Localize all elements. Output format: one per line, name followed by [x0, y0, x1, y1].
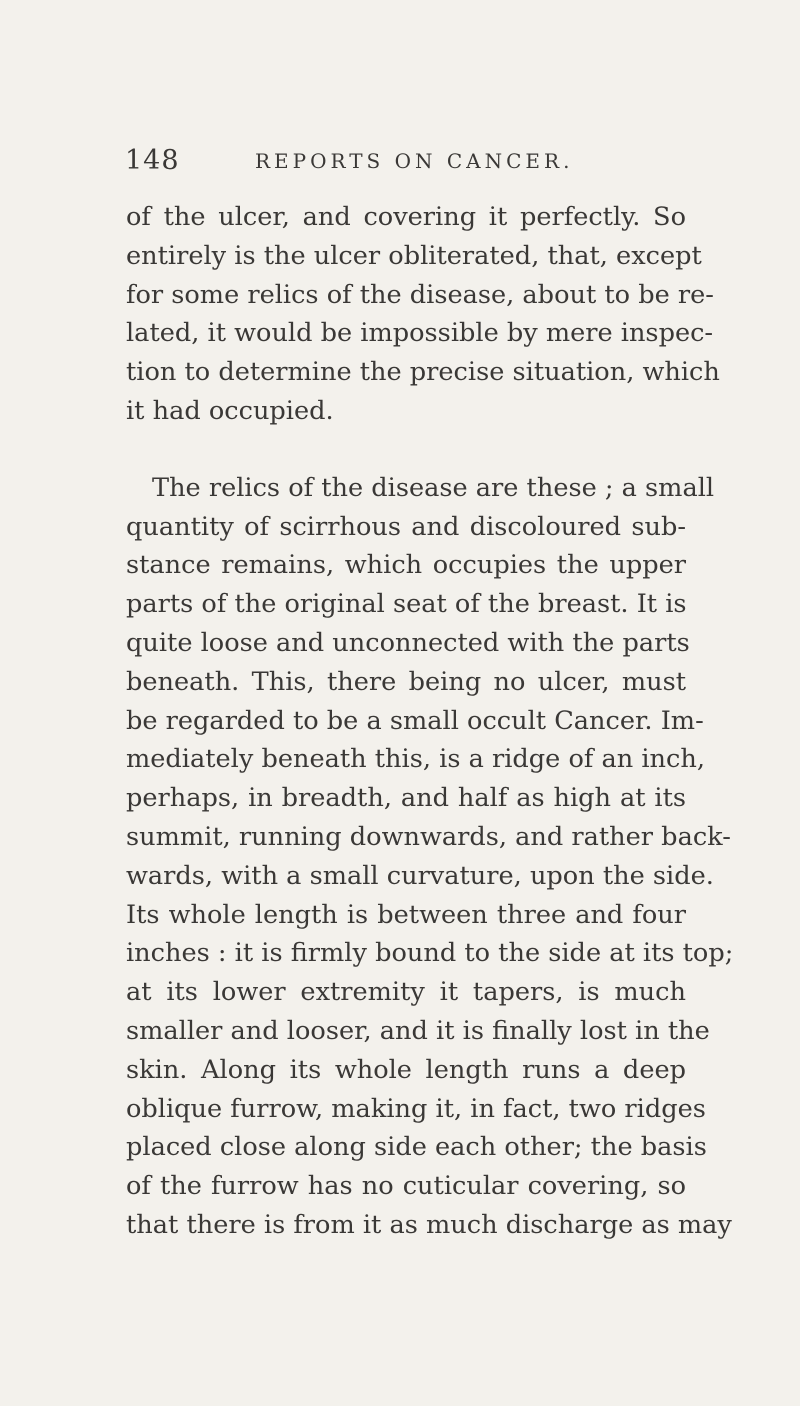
text-line: oblique furrow, making it, in fact, two ridges [126, 1093, 706, 1124]
text-line: summit, running downwards, and rather back- [126, 821, 731, 852]
text-line: quite loose and unconnected with the parts [126, 627, 690, 658]
text-line: wards, with a small curvature, upon the side. [126, 860, 714, 891]
text-line: Its whole length is between three and four [126, 899, 686, 930]
text-line: inches : it is firmly bound to the side at its top; [126, 938, 734, 969]
text-line: of the ulcer, and covering it perfectly. So [126, 202, 686, 232]
text-line: quantity of scirrhous and discoloured sub- [126, 511, 686, 542]
text-line: perhaps, in breadth, and half as high at its [126, 783, 686, 814]
text-line: at its lower extremity it tapers, is much [126, 977, 686, 1008]
text-line: of the furrow has no cuticular covering, so [126, 1171, 686, 1202]
text-line: smaller and looser, and it is finally lost in the [126, 1015, 710, 1046]
running-head: REPORTS ON CANCER. [255, 149, 574, 173]
text-line: The relics of the disease are these ; a small [152, 472, 715, 503]
text-line: stance remains, which occupies the upper [126, 550, 686, 581]
text-line: be regarded to be a small occult Cancer. Im- [126, 705, 704, 736]
text-line: entirely is the ulcer obliterated, that, except [126, 240, 702, 271]
text-line: beneath. This, there being no ulcer, must [126, 666, 686, 697]
text-line: it had occupied. [126, 395, 334, 426]
text-line: that there is from it as much discharge as may [126, 1209, 732, 1240]
text-line: placed close along side each other; the basis [126, 1132, 707, 1163]
text-line: lated, it would be impossible by mere inspec- [126, 318, 714, 349]
page-header [125, 145, 685, 185]
text-line: skin. Along its whole length runs a deep [126, 1054, 686, 1085]
text-line: for some relics of the disease, about to be re- [126, 279, 714, 310]
text-line: parts of the original seat of the breast. It is [126, 589, 687, 620]
body-text [126, 198, 734, 1245]
text-line: tion to determine the precise situation, which [126, 357, 720, 388]
page-number: 148 [125, 145, 180, 176]
text-line: mediately beneath this, is a ridge of an inch, [126, 744, 705, 775]
paragraph-gap [126, 431, 686, 469]
